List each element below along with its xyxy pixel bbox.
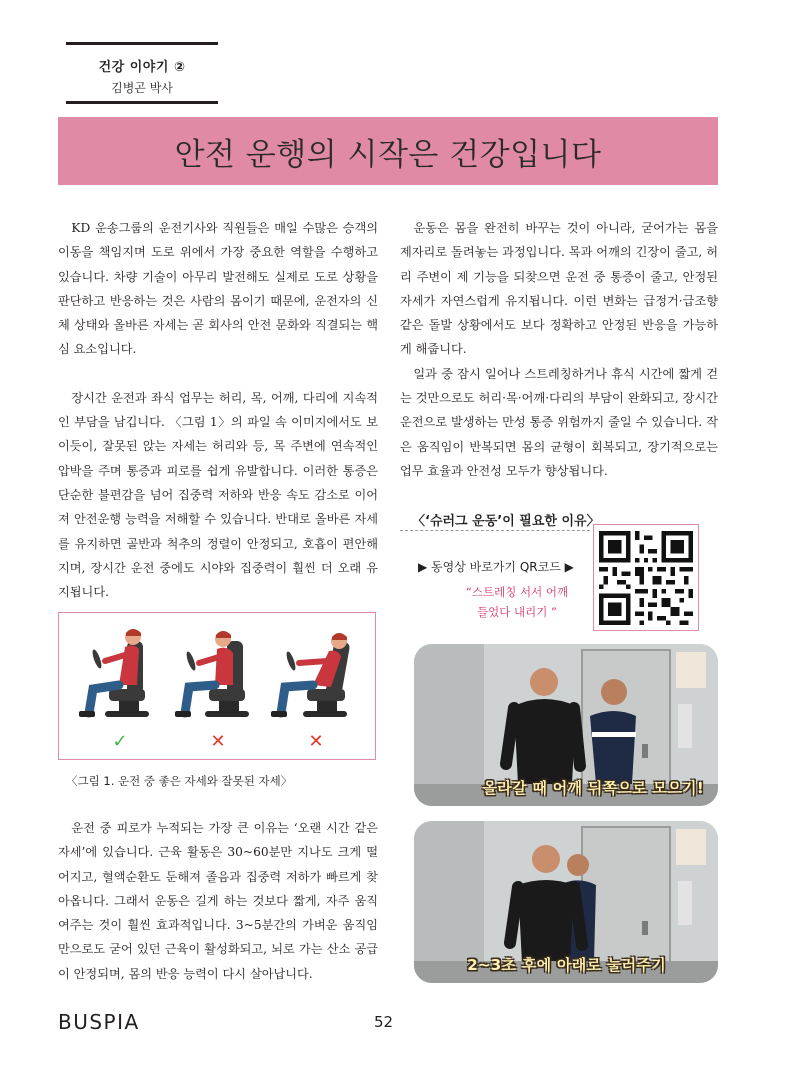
paragraph: 운전 중 피로가 누적되는 가장 큰 이유는 ‘오랜 시간 같은 자세’에 있습니다. 근육 활동은 30~60분만 지나도 크게 떨어지고, 혈액순환도 둔해져 졸음과 집중력 저하가 빠르게 찾아옵니다. 그래서 운동은 길게 하는 것보다 짧게, 자주 움직여주는 것이 훨씬 효과적입니다. 3~5분간의 가벼운 움직임만으로도 굳어 있던 근육이 활성화되고, 뇌로 가는 산소 공급이 안정되며, 몸의 반응 능력이 다시 살아납니다. [58, 821, 378, 981]
section-title: 〈‘슈러그 운동’이 필요한 이유〉 [412, 514, 600, 529]
qr-video-title-line: 들었다 내리기 ” [477, 605, 557, 619]
cross-icon: ✕ [308, 731, 324, 752]
photo-caption: 올라갈 때 어깨 뒤쪽으로 모으기! [482, 779, 704, 797]
series-header [66, 42, 218, 104]
qr-video-title [442, 582, 592, 622]
good-posture-illustration [75, 623, 165, 753]
driver-seat-bad-icon [271, 623, 361, 723]
paragraph: KD 운송그룹의 운전기사와 직원들은 매일 수많은 승객의 이동을 책임지며 도로 위에서 가장 중요한 역할을 수행하고 있습니다. 차량 기술이 아무리 발전해도 실제로 도로 상황을 판단하고 반응하는 것은 사람의 몸이기 때문에, 운전자의 신체 상태와 올바른 자세는 곧 회사의 안전 문화와 직결되는 핵심 요소입니다. [58, 221, 378, 357]
page-number: 52 [374, 1013, 394, 1031]
qr-video-title-line: “스트레칭 서서 어깨 [465, 585, 569, 599]
left-column-bottom [58, 816, 378, 986]
paragraph: 일과 중 잠시 일어나 스트레칭하거나 휴식 시간에 짧게 걷는 것만으로도 허리·목·어깨·다리의 부담이 완화되고, 장시간 운전으로 발생하는 만성 통증 위험까지 줄일 수 있습니다. 작은 움직임이 반복되면 몸의 균형이 회복되고, 장기적으로는 업무 효율과 안전성 모두가 향상됩니다. [400, 366, 718, 478]
driver-seat-good-icon [75, 623, 165, 723]
posture-figure [58, 612, 376, 760]
bad-posture-illustration [173, 623, 263, 753]
qr-label: ▶ 동영상 바로가기 QR코드 ▶ [418, 560, 574, 574]
title-banner [58, 117, 718, 185]
article-title: 안전 운행의 시작은 건강입니다 [174, 136, 602, 173]
buspia-logo: BUSPIA [58, 1010, 140, 1034]
driver-seat-bad-icon [173, 623, 263, 723]
exercise-photo-1 [414, 644, 718, 806]
photo-caption: 2~3초 후에 아래로 눌러주기 [467, 956, 666, 974]
paragraph: 운동은 몸을 완전히 바꾸는 것이 아니라, 굳어가는 몸을 제자리로 돌려놓는 과정입니다. 목과 어깨의 긴장이 줄고, 허리 주변이 제 기능을 되찾으면 운전 중 통증이 줄고, 안정된 자세가 자연스럽게 유지됩니다. 이런 변화는 급정거·급조향 같은 돌발 상황에서도 보다 정확하고 안정된 반응을 가능하게 해줍니다. [400, 221, 718, 357]
check-icon: ✓ [112, 731, 128, 752]
paragraph: 장시간 운전과 좌식 업무는 허리, 목, 어깨, 다리에 지속적인 부담을 남깁니다. 〈그림 1〉의 파일 속 이미지에서도 보이듯이, 잘못된 앉는 자세는 허리와 등, 목 주변에 연속적인 압박을 주며 통증과 피로를 쉽게 유발합니다. 이러한 통증은 단순한 불편감을 넘어 집중력 저하와 반응 속도 감소로 이어져 안전운행 능력을 저해할 수 있습니다. 반대로 올바른 자세를 유지하면 골반과 척추의 정렬이 안정되고, 호흡이 편안해지며, 장시간 운전 중에도 시야와 집중력이 훨씬 더 오래 유지됩니다. [58, 390, 378, 600]
qr-code[interactable] [593, 524, 699, 631]
figure-caption: 〈그림 1. 운전 중 좋은 자세와 잘못된 자세〉 [66, 774, 293, 788]
qr-code-icon [599, 531, 693, 625]
bad-posture-illustration [271, 623, 361, 753]
cross-icon: ✕ [210, 731, 226, 752]
author-name: 김병곤 박사 [111, 81, 173, 95]
right-column [400, 216, 718, 483]
left-column [58, 216, 378, 604]
series-label: 건강 이야기 ② [98, 60, 186, 75]
exercise-photo-2 [414, 821, 718, 983]
section-divider [400, 530, 590, 531]
